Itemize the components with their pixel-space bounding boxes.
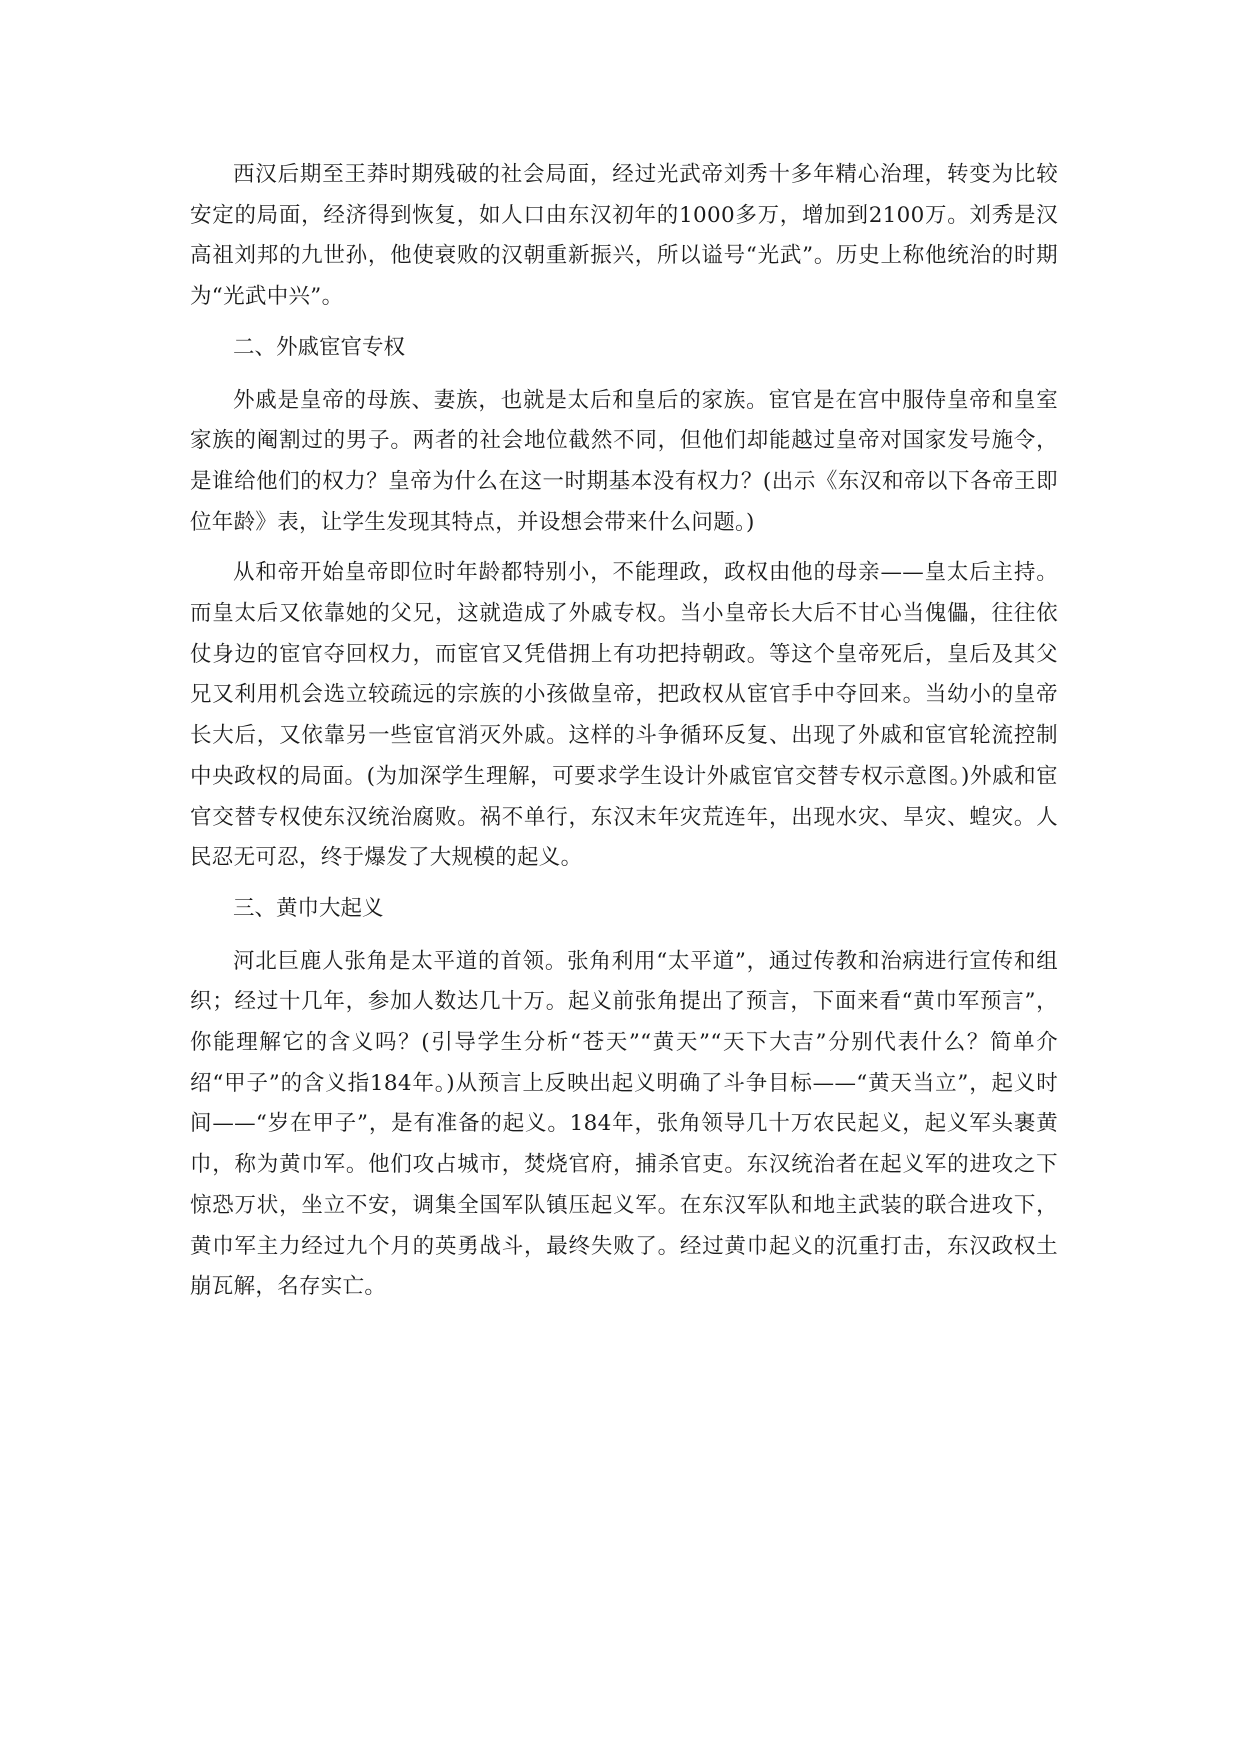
paragraph-alternating-power: 从和帝开始皇帝即位时年龄都特别小，不能理政，政权由他的母亲——皇太后主持。而皇太后又依靠她的父兄，这就造成了外戚专权。当小皇帝长大后不甘心当傀儡，往往依仗身边的宦官夺回权力，而宦官又凭借拥上有功把持朝政。等这个皇帝死后，皇后及其父兄又利用机会选立较疏远的宗族的小孩做皇帝，把政权从宦官手中夺回来。当幼小的皇帝长大后，又依靠另一些宦官消灭外戚。这样的斗争循环反复、出现了外戚和宦官轮流控制中央政权的局面。(为加深学生理解，可要求学生设计外戚宦官交替专权示意图。)外戚和宦官交替专权使东汉统治腐败。祸不单行，东汉末年灾荒连年，出现水灾、旱灾、蝗灾。人民忍无可忍，终于爆发了大规模的起义。 — [190, 560, 1058, 871]
paragraph-consort-eunuch-definition: 外戚是皇帝的母族、妻族，也就是太后和皇后的家族。宦官是在宫中服侍皇帝和皇室家族的阉割过的男子。两者的社会地位截然不同，但他们却能越过皇帝对国家发号施令，是谁给他们的权力？皇帝为什么在这一时期基本没有权力？(出示《东汉和帝以下各帝王即位年龄》表，让学生发现其特点，并设想会带来什么问题。) — [190, 387, 1058, 535]
document-body — [190, 155, 1058, 1308]
paragraph-yellow-turban-uprising: 河北巨鹿人张角是太平道的首领。张角利用“太平道”，通过传教和治病进行宣传和组织；经过十几年，参加人数达几十万。起义前张角提出了预言，下面来看“黄巾军预言”，你能理解它的含义吗？(引导学生分析“苍天”“黄天”“天下大吉”分别代表什么？简单介绍“甲子”的含义指184年。)从预言上反映出起义明确了斗争目标——“黄天当立”，起义时间——“岁在甲子”，是有准备的起义。184年，张角领导几十万农民起义，起义军头裹黄巾，称为黄巾军。他们攻占城市，焚烧官府，捕杀官吏。东汉统治者在起义军的进攻之下惊恐万状，坐立不安，调集全国军队镇压起义军。在东汉军队和地主武装的联合进攻下，黄巾军主力经过九个月的英勇战斗，最终失败了。经过黄巾起义的沉重打击，东汉政权土崩瓦解，名存实亡。 — [190, 948, 1058, 1300]
section-heading-eunuchs: 二、外戚宦官专权 — [233, 334, 406, 360]
section-heading-yellow-turban: 三、黄巾大起义 — [233, 895, 384, 921]
paragraph-guangwu-restoration: 西汉后期至王莽时期残破的社会局面，经过光武帝刘秀十多年精心治理，转变为比较安定的局面，经济得到恢复，如人口由东汉初年的1000多万，增加到2100万。刘秀是汉高祖刘邦的九世孙，他使衰败的汉朝重新振兴，所以谥号“光武”。历史上称他统治的时期为“光武中兴”。 — [190, 162, 1058, 310]
